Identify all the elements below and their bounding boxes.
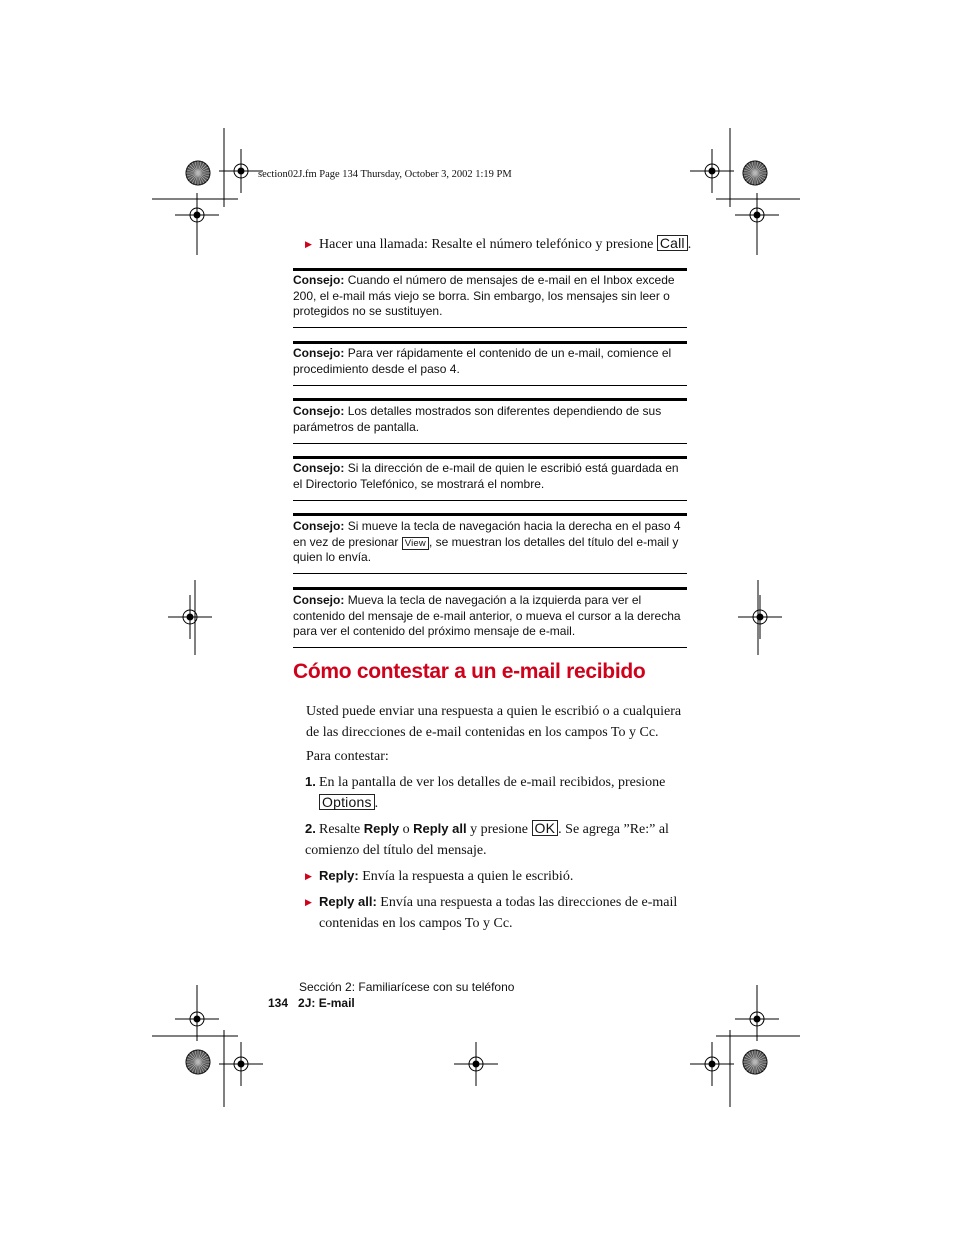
bullet-arrow-icon: ▶ xyxy=(305,871,312,881)
step-text: En la pantalla de ver los detalles de e-mail recibidos, presione xyxy=(319,775,666,790)
ok-key: OK xyxy=(532,820,559,836)
tip-rule-bottom xyxy=(293,443,687,444)
tip-rule-top xyxy=(293,456,687,459)
tip-rule-bottom xyxy=(293,647,687,648)
tip-label: Consejo: xyxy=(293,519,345,533)
bullet-end: . xyxy=(687,237,692,252)
reply-all-label: Reply all: xyxy=(319,894,377,909)
tip-text: Cuando el número de mensajes de e-mail en el Inbox excede 200, el e-mail más viejo se borra. Sin embargo, los mensajes sin leer o protegidos no se sustituyen. xyxy=(293,273,675,319)
step-text: . Se agrega ”Re:” al comienzo del título del mensaje. xyxy=(305,822,669,858)
bullet-arrow-icon: ▶ xyxy=(305,897,312,907)
tip-rule-top xyxy=(293,268,687,271)
para-label: Para contestar: xyxy=(306,749,389,764)
footer-line xyxy=(268,996,355,1010)
step-2 xyxy=(305,818,695,861)
bullet-text: Envía la respuesta a quien le escribió. xyxy=(362,869,574,884)
step-text: y presione xyxy=(470,822,529,837)
tip-rule-bottom xyxy=(293,327,687,328)
view-key: View xyxy=(402,537,429,550)
reply-all-bullet xyxy=(305,891,685,934)
intro-paragraph: Usted puede enviar una respuesta a quien le escribió o a cualquiera de las direcciones de e-mail contenidas en los campos To y Cc. xyxy=(306,704,682,740)
tip-rule-bottom xyxy=(293,573,687,574)
step-1 xyxy=(305,771,695,814)
tip-rule-top xyxy=(293,341,687,344)
tip-rule-top xyxy=(293,513,687,516)
tip-label: Consejo: xyxy=(293,346,345,360)
tip-1 xyxy=(293,273,687,320)
tip-text-after: , se muestran los detalles del título del e-mail y quien lo envía. xyxy=(293,534,679,565)
step-number: 1. xyxy=(305,774,316,789)
bullet-text: Hacer una llamada: Resalte el número telefónico y presione xyxy=(319,237,654,252)
call-key: Call xyxy=(657,235,688,251)
tip-5 xyxy=(293,519,687,566)
tip-6 xyxy=(293,593,687,640)
tip-4 xyxy=(293,461,687,492)
footer-section: Sección 2: Familiarícese con su teléfono xyxy=(299,980,515,994)
reply-all-label: Reply all xyxy=(413,821,467,836)
step-text: Resalte xyxy=(319,822,361,837)
page-number: 134 xyxy=(268,996,289,1010)
tip-label: Consejo: xyxy=(293,461,345,475)
chapter-name: 2J: E-mail xyxy=(298,996,355,1010)
tip-text: Si la dirección de e-mail de quien le escribió está guardada en el Directorio Telefónico, se mostrará el nombre. xyxy=(293,461,679,491)
tip-label: Consejo: xyxy=(293,404,345,418)
tip-text: Para ver rápidamente el contenido de un e-mail, comience el procedimiento desde el paso 4. xyxy=(293,346,672,376)
options-key: Options xyxy=(319,794,375,810)
reply-bullet xyxy=(305,865,695,887)
tip-text: Mueva la tecla de navegación a la izquierda para ver el contenido del mensaje de e-mail anterior, o mueva el cursor a la derecha para ver el contenido del próximo mensaje de e-mail. xyxy=(293,593,681,639)
tip-text: Los detalles mostrados son diferentes dependiendo de sus parámetros de pantalla. xyxy=(293,404,662,434)
bullet-arrow-icon: ▶ xyxy=(305,239,312,249)
tip-2 xyxy=(293,346,687,377)
section-heading: Cómo contestar a un e-mail recibido xyxy=(293,660,646,683)
reply-label: Reply xyxy=(363,821,400,836)
step-end: . xyxy=(374,796,379,811)
tip-text: Si mueve la tecla de navegación hacia la derecha en el paso 4 en vez de presionar xyxy=(293,519,681,549)
reply-label: Reply: xyxy=(319,868,359,883)
tip-rule-bottom xyxy=(293,385,687,386)
file-header: section02J.fm Page 134 Thursday, October 3, 2002 1:19 PM xyxy=(258,169,512,180)
top-bullet xyxy=(305,234,705,255)
step-number: 2. xyxy=(305,821,316,836)
tip-label: Consejo: xyxy=(293,273,345,287)
bullet-text: Envía una respuesta a todas las direcciones de e-mail contenidas en los campos To y Cc. xyxy=(319,895,678,931)
tip-rule-bottom xyxy=(293,500,687,501)
tip-rule-top xyxy=(293,398,687,401)
tip-rule-top xyxy=(293,587,687,590)
tip-3 xyxy=(293,404,687,435)
step-text: o xyxy=(402,822,410,837)
tip-label: Consejo: xyxy=(293,593,345,607)
